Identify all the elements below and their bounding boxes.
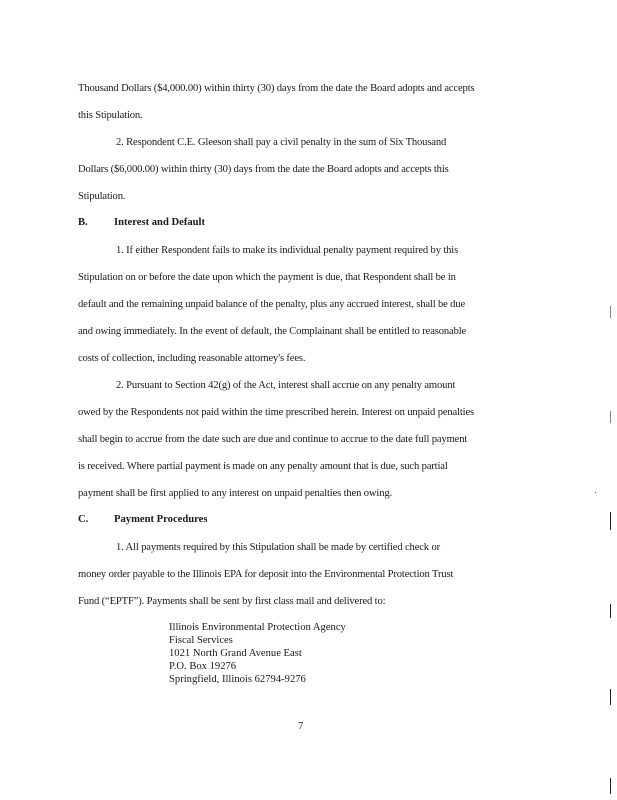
address-line: Illinois Environmental Protection Agency bbox=[169, 622, 346, 633]
scan-mark bbox=[610, 689, 611, 705]
scan-mark bbox=[610, 306, 611, 318]
page-number: 7 bbox=[298, 721, 304, 732]
address-line: P.O. Box 19276 bbox=[169, 661, 237, 672]
scan-mark bbox=[610, 411, 611, 423]
text-line: Dollars ($6,000.00) within thirty (30) days from the date the Board adopts and accepts this bbox=[78, 164, 449, 175]
section-title: Interest and Default bbox=[114, 217, 206, 228]
text-line: and owing immediately. In the event of default, the Complainant shall be entitled to reasonable bbox=[78, 326, 467, 337]
scan-speck bbox=[595, 492, 596, 493]
address-line: Springfield, Illinois 62794-9276 bbox=[169, 674, 306, 685]
scan-mark bbox=[610, 778, 611, 794]
text-line: payment shall be first applied to any interest on unpaid penalties then owing. bbox=[78, 488, 392, 499]
text-line: 2. Pursuant to Section 42(g) of the Act, interest shall accrue on any penalty amount bbox=[116, 380, 456, 391]
text-line: Stipulation on or before the date upon which the payment is due, that Respondent shall be in bbox=[78, 272, 456, 283]
text-line: default and the remaining unpaid balance of the penalty, plus any accrued interest, shall be due bbox=[78, 299, 466, 310]
text-line: owed by the Respondents not paid within the time prescribed herein. Interest on unpaid penalties bbox=[78, 407, 475, 418]
scan-mark bbox=[610, 604, 611, 618]
text-line: 1. All payments required by this Stipulation shall be made by certified check or bbox=[116, 542, 440, 553]
text-line: money order payable to the Illinois EPA for deposit into the Environmental Protection Trust bbox=[78, 569, 454, 580]
text-line: Thousand Dollars ($4,000.00) within thirty (30) days from the date the Board adopts and accepts bbox=[78, 83, 475, 94]
text-line: is received. Where partial payment is made on any penalty amount that is due, such partial bbox=[78, 461, 448, 472]
section-title: Payment Procedures bbox=[114, 514, 208, 525]
address-line: Fiscal Services bbox=[169, 635, 233, 646]
text-line: 2. Respondent C.E. Gleeson shall pay a civil penalty in the sum of Six Thousand bbox=[116, 137, 447, 148]
text-line: this Stipulation. bbox=[78, 110, 143, 121]
text-line: Fund (“EPTF”). Payments shall be sent by first class mail and delivered to: bbox=[78, 596, 386, 607]
text-line: shall begin to accrue from the date such are due and continue to accrue to the date full payment bbox=[78, 434, 468, 445]
address-line: 1021 North Grand Avenue East bbox=[169, 648, 302, 659]
section-letter: B. bbox=[78, 217, 88, 228]
scan-mark bbox=[610, 512, 611, 530]
text-line: costs of collection, including reasonable attorney's fees. bbox=[78, 353, 306, 364]
text-line: Stipulation. bbox=[78, 191, 126, 202]
section-letter: C. bbox=[78, 514, 89, 525]
text-line: 1. If either Respondent fails to make its individual penalty payment required by this bbox=[116, 245, 459, 256]
